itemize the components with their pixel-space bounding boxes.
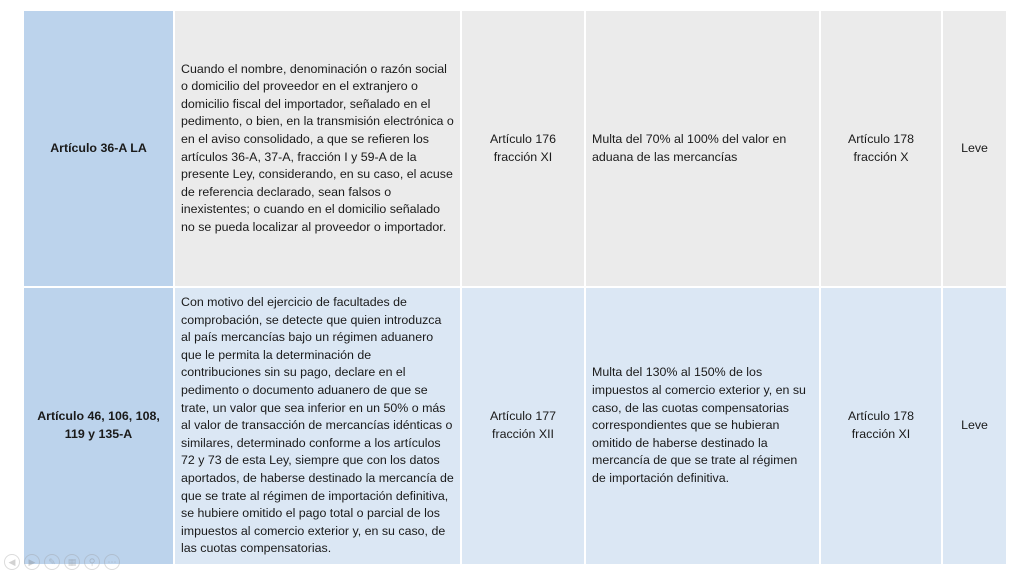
description-cell: Cuando el nombre, denominación o razón social o domicilio del proveedor en el extranjero o domicilio fiscal del importador, señalado en el pedimento, o bien, en la transmisión electrónica o en el aviso consolidado, a que se refieren los artículos 36-A, 37-A, fracción I y 59-A de la presente Ley, considerando, en su caso, el acuse de referencia declarado, sean falsos o inexistentes; o cuando en el domicilio señalado no se pueda localizar al proveedor o importador. (174, 10, 461, 287)
sanction-article-cell: Artículo 178 fracción X (820, 10, 942, 287)
back-icon[interactable]: ◀ (4, 554, 20, 570)
severity-cell: Leve (942, 287, 1007, 565)
more-icon[interactable]: ⋯ (104, 554, 120, 570)
table-row (23, 10, 1007, 287)
penalty-cell: Multa del 130% al 150% de los impuestos al comercio exterior y, en su caso, de las cuotas compensatorias correspondientes que se hubieran omitido de haberse destinado la mercancía de que se trate al régimen de importación definitiva. (585, 287, 820, 565)
sanctions-table (22, 9, 1008, 566)
article-cell: Artículo 36-A LA (23, 10, 174, 287)
table-row (23, 287, 1007, 565)
penalty-cell: Multa del 70% al 100% del valor en aduana de las mercancías (585, 10, 820, 287)
sanction-article-cell: Artículo 178 fracción XI (820, 287, 942, 565)
forward-icon[interactable]: ▶ (24, 554, 40, 570)
article-cell: Artículo 46, 106, 108, 119 y 135-A (23, 287, 174, 565)
slideshow-controls (4, 554, 120, 572)
infraction-cell: Artículo 176 fracción XI (461, 10, 585, 287)
description-cell: Con motivo del ejercicio de facultades de comprobación, se detecte que quien introduzca al país mercancías bajo un régimen aduanero que le permita la determinación de contribuciones sin su pago, declare en el pedimento o documento aduanero de que se trate, un valor que sea inferior en un 50% o más al valor de transacción de mercancías idénticas o similares, determinado conforme a los artículos 72 y 73 de esta Ley, siempre que con los datos aportados, de haberse destinado la mercancía de que se trate al régimen de importación definitiva, se hubiere omitido el pago total o parcial de los impuestos al comercio exterior y, en su caso, de las cuotas compensatorias. (174, 287, 461, 565)
zoom-icon[interactable]: ⚲ (84, 554, 100, 570)
infraction-cell: Artículo 177 fracción XII (461, 287, 585, 565)
slides-icon[interactable]: ▦ (64, 554, 80, 570)
severity-cell: Leve (942, 10, 1007, 287)
pen-icon[interactable]: ✎ (44, 554, 60, 570)
